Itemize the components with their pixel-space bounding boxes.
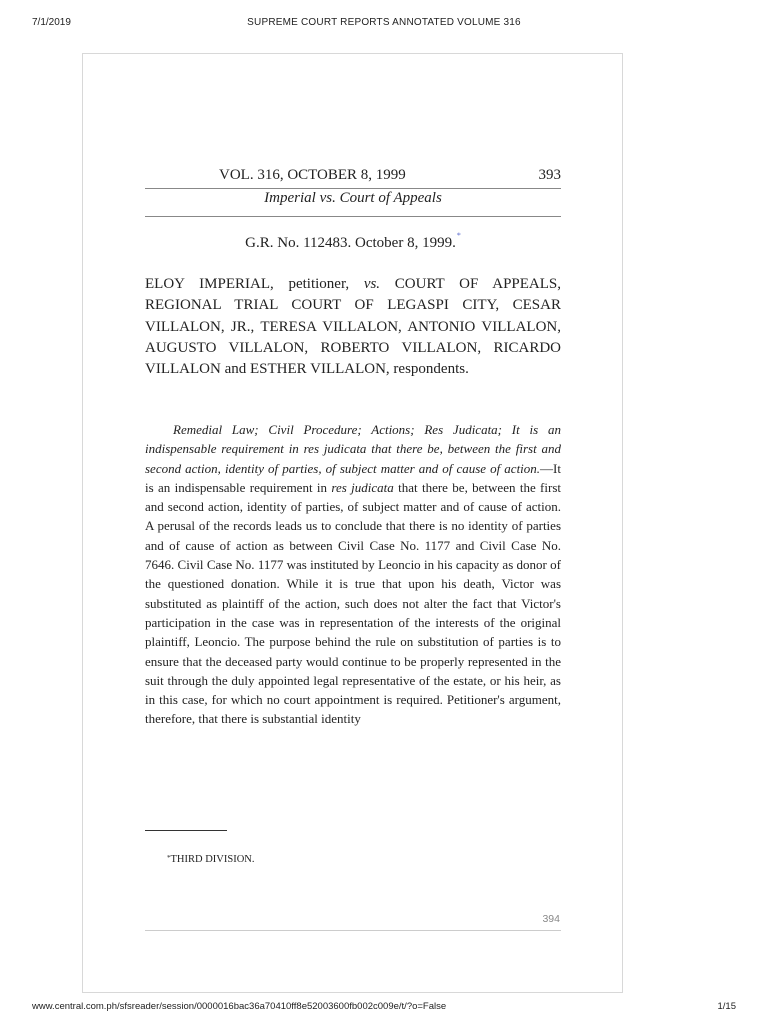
- footnote-rule: [145, 830, 227, 831]
- gr-number-text: G.R. No. 112483. October 8, 1999.: [245, 235, 456, 251]
- footnote-text: THIRD DIVISION.: [170, 854, 255, 865]
- petitioner-text: ELOY IMPERIAL, petitioner,: [145, 276, 364, 292]
- print-date: 7/1/2019: [32, 17, 71, 28]
- document-page: [82, 53, 623, 993]
- next-page-number: 394: [542, 913, 560, 925]
- case-title: Imperial vs. Court of Appeals: [264, 190, 442, 206]
- versus-text: vs.: [363, 276, 381, 292]
- header-rule-bottom: [145, 216, 561, 217]
- running-head: [145, 167, 561, 184]
- print-url: www.central.com.ph/sfsreader/session/0000016bac36a70410ff8e52003600fb002c009e/t/?o=False: [32, 1001, 447, 1012]
- print-header: [0, 0, 768, 30]
- header-rule-top: [145, 188, 561, 189]
- syllabus-text-a: —It is an indispensable requirement in: [145, 460, 561, 495]
- footnote-reference-link[interactable]: *: [456, 231, 461, 240]
- syllabus-paragraph: [145, 420, 561, 729]
- page-bottom-rule: [145, 930, 561, 931]
- respondents-text: COURT OF APPEALS, REGIONAL TRIAL COURT OF LEGASPI CITY, CESAR VILLALON, JR., TERESA VILLALON, ANTONIO VILLALON, AUGUSTO VILLALON, ROBERTO VILLALON, RICARDO VILLALON and ESTHER VILLALON, respondents.: [145, 276, 561, 378]
- footnote-mark: *: [167, 854, 171, 862]
- syllabus-text-b: that there be, between the first and second action, identity of parties, of subject matter and of cause of action. A perusal of the records leads us to conclude that there is no identity of parties and of cause of action as between Civil Case No. 1177 and Civil Case No. 7646. Civil Case No. 1177 was instituted by Leoncio in his capacity as donor of the questioned donation. While it is true that upon his death, Victor was substituted as plaintiff of the action, such does not alter the fact that Victor's participation in the case was in representation of the interests of the original plaintiff, Leoncio. The purpose behind the rule on substitution of parties is to ensure that the deceased party would continue to be properly represented in the suit through the duly appointed legal representative of the estate, or his heir, as in this case, for which no court appointment is required. Petitioner's argument, therefore, that there is substantial identity: [145, 479, 562, 727]
- volume-line: VOL. 316, OCTOBER 8, 1999: [219, 167, 406, 183]
- footnote: [167, 854, 255, 865]
- page-number: 393: [538, 167, 561, 183]
- case-parties: [145, 274, 561, 380]
- syllabus-italic-term: res judicata: [331, 479, 394, 495]
- print-footer: [0, 994, 768, 1024]
- print-page-count: 1/15: [717, 1001, 736, 1012]
- gr-number: [145, 231, 561, 252]
- syllabus-heading: Remedial Law; Civil Procedure; Actions; Res Judicata; It is an indispensable requirement in res judicata that there be, between the first and second action, identity of parties, of subject matter and of cause of action.: [145, 422, 561, 476]
- print-document-title: SUPREME COURT REPORTS ANNOTATED VOLUME 316: [247, 17, 521, 28]
